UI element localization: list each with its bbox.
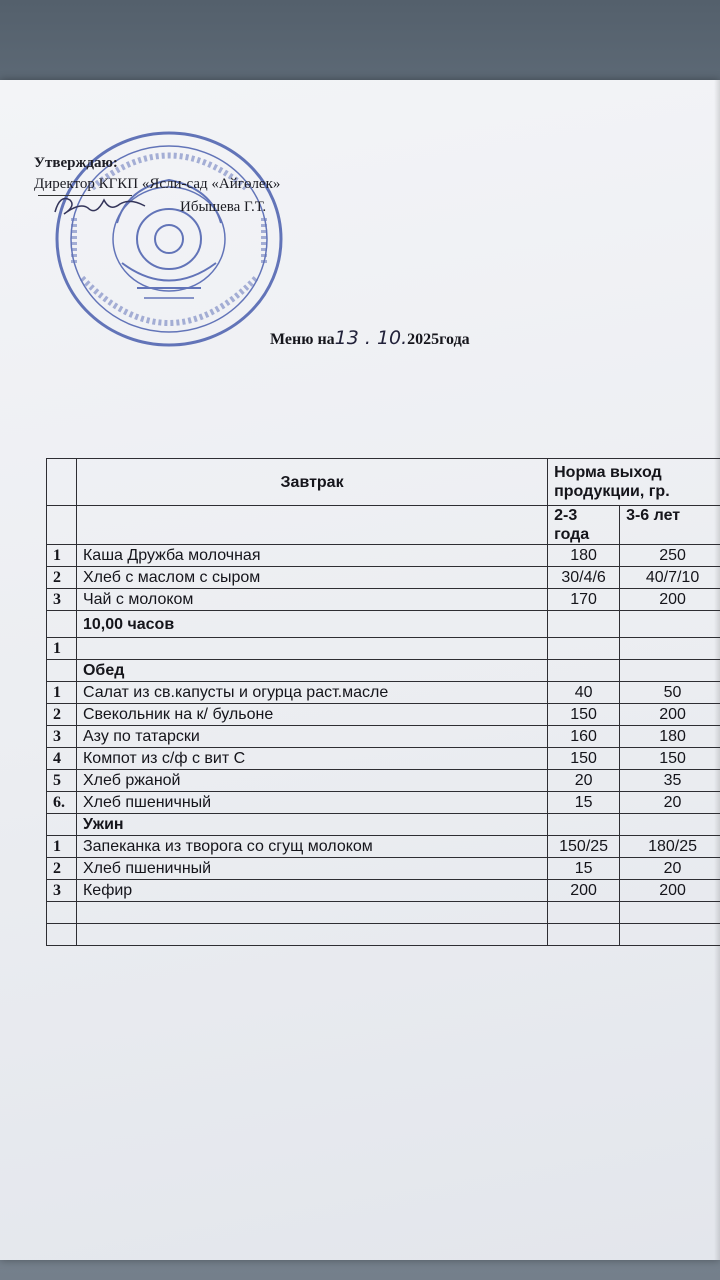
item-portion-2-3: 150 xyxy=(548,704,620,726)
item-portion-3-6: 200 xyxy=(620,880,720,902)
dinner-header: Ужин xyxy=(76,814,547,836)
dinner-header-row xyxy=(47,814,720,836)
item-name: Хлеб пшеничный xyxy=(76,792,547,814)
empty-cell xyxy=(47,924,77,946)
approval-director: Директор КГКП «Ясли-сад «Айгөлек» xyxy=(34,176,281,192)
menu-item-row xyxy=(47,858,720,880)
header-num-cell xyxy=(47,459,77,506)
item-number: 1 xyxy=(47,545,77,567)
lunch-header-row xyxy=(47,660,720,682)
menu-item-row xyxy=(47,836,720,858)
item-name: Азу по татарски xyxy=(76,726,547,748)
section-empty-cell xyxy=(548,611,620,638)
item-portion-2-3 xyxy=(548,638,620,660)
item-number: 2 xyxy=(47,567,77,589)
empty-cell xyxy=(548,924,620,946)
item-portion-2-3: 180 xyxy=(548,545,620,567)
section-num-cell xyxy=(47,814,77,836)
breakfast-section xyxy=(47,545,720,611)
age-2-3: 2-3 года xyxy=(548,506,620,545)
item-portion-3-6: 180/25 xyxy=(620,836,720,858)
section-empty-cell xyxy=(548,660,620,682)
item-name: Чай с молоком xyxy=(76,589,547,611)
item-portion-2-3: 30/4/6 xyxy=(548,567,620,589)
menu-title-date: 13 . 10. xyxy=(334,327,408,349)
item-number: 3 xyxy=(47,726,77,748)
item-name: Свекольник на к/ бульоне xyxy=(76,704,547,726)
item-portion-3-6: 200 xyxy=(620,589,720,611)
approval-name: Ибышева Г.Т. xyxy=(180,199,267,215)
item-name: Каша Дружба молочная xyxy=(76,545,547,567)
item-portion-3-6: 180 xyxy=(620,726,720,748)
section-empty-cell xyxy=(548,814,620,836)
age-name-cell xyxy=(76,506,547,545)
empty-cell xyxy=(548,902,620,924)
item-portion-2-3: 170 xyxy=(548,589,620,611)
menu-item-row xyxy=(47,545,720,567)
empty-cell xyxy=(76,924,547,946)
empty-cell xyxy=(76,902,547,924)
item-name: Запеканка из творога со сгущ молоком xyxy=(76,836,547,858)
item-portion-3-6: 35 xyxy=(620,770,720,792)
menu-title-prefix: Меню на xyxy=(270,331,335,348)
menu-item-row xyxy=(47,682,720,704)
item-name: Салат из св.капусты и огурца раст.масле xyxy=(76,682,547,704)
menu-item-row xyxy=(47,748,720,770)
item-name: Хлеб ржаной xyxy=(76,770,547,792)
dinner-section xyxy=(47,836,720,902)
signature-line xyxy=(38,195,132,196)
lunch-section xyxy=(47,682,720,814)
item-portion-3-6: 50 xyxy=(620,682,720,704)
item-number: 1 xyxy=(47,638,77,660)
item-number: 2 xyxy=(47,704,77,726)
approval-title: Утверждаю: xyxy=(34,155,118,171)
age-3-6: 3-6 лет xyxy=(620,506,720,545)
item-portion-3-6: 150 xyxy=(620,748,720,770)
empty-cell xyxy=(620,902,720,924)
age-row xyxy=(47,506,720,545)
menu-title xyxy=(270,327,470,349)
lunch-header: Обед xyxy=(76,660,547,682)
item-portion-3-6: 250 xyxy=(620,545,720,567)
item-name: Кефир xyxy=(76,880,547,902)
item-portion-2-3: 15 xyxy=(548,792,620,814)
header-row xyxy=(47,459,720,506)
menu-title-year: 2025года xyxy=(407,331,470,348)
age-num-cell xyxy=(47,506,77,545)
menu-item-row xyxy=(47,704,720,726)
item-number: 5 xyxy=(47,770,77,792)
item-number: 1 xyxy=(47,682,77,704)
menu-item-row xyxy=(47,589,720,611)
empty-cell xyxy=(47,902,77,924)
section-num-cell xyxy=(47,611,77,638)
item-portion-2-3: 200 xyxy=(548,880,620,902)
item-number: 3 xyxy=(47,880,77,902)
item-portion-2-3: 40 xyxy=(548,682,620,704)
menu-item-row xyxy=(47,567,720,589)
item-number: 3 xyxy=(47,589,77,611)
item-portion-3-6: 20 xyxy=(620,792,720,814)
empty-cell xyxy=(620,924,720,946)
item-portion-2-3: 150 xyxy=(548,748,620,770)
menu-item-row xyxy=(47,726,720,748)
item-name xyxy=(76,638,547,660)
item-portion-2-3: 15 xyxy=(548,858,620,880)
item-number: 4 xyxy=(47,748,77,770)
section-empty-cell xyxy=(620,814,720,836)
item-portion-3-6: 40/7/10 xyxy=(620,567,720,589)
item-portion-3-6: 20 xyxy=(620,858,720,880)
menu-table xyxy=(46,458,720,946)
menu-item-row xyxy=(47,638,720,660)
item-portion-3-6 xyxy=(620,638,720,660)
item-portion-2-3: 150/25 xyxy=(548,836,620,858)
snack-header-row xyxy=(47,611,720,638)
item-portion-3-6: 200 xyxy=(620,704,720,726)
menu-item-row xyxy=(47,880,720,902)
section-num-cell xyxy=(47,660,77,682)
item-portion-2-3: 20 xyxy=(548,770,620,792)
section-empty-cell xyxy=(620,611,720,638)
snack-header: 10,00 часов xyxy=(76,611,547,638)
header-meal: Завтрак xyxy=(76,459,547,506)
item-name: Хлеб пшеничный xyxy=(76,858,547,880)
approval-block xyxy=(34,153,281,215)
menu-item-row xyxy=(47,792,720,814)
item-number: 6. xyxy=(47,792,77,814)
empty-row xyxy=(47,902,720,924)
item-number: 2 xyxy=(47,858,77,880)
header-norm: Норма выход продукции, гр. xyxy=(548,459,720,506)
section-empty-cell xyxy=(620,660,720,682)
item-number: 1 xyxy=(47,836,77,858)
empty-row xyxy=(47,924,720,946)
item-name: Хлеб с маслом с сыром xyxy=(76,567,547,589)
menu-item-row xyxy=(47,770,720,792)
snack-section xyxy=(47,638,720,660)
item-name: Компот из с/ф с вит С xyxy=(76,748,547,770)
item-portion-2-3: 160 xyxy=(548,726,620,748)
